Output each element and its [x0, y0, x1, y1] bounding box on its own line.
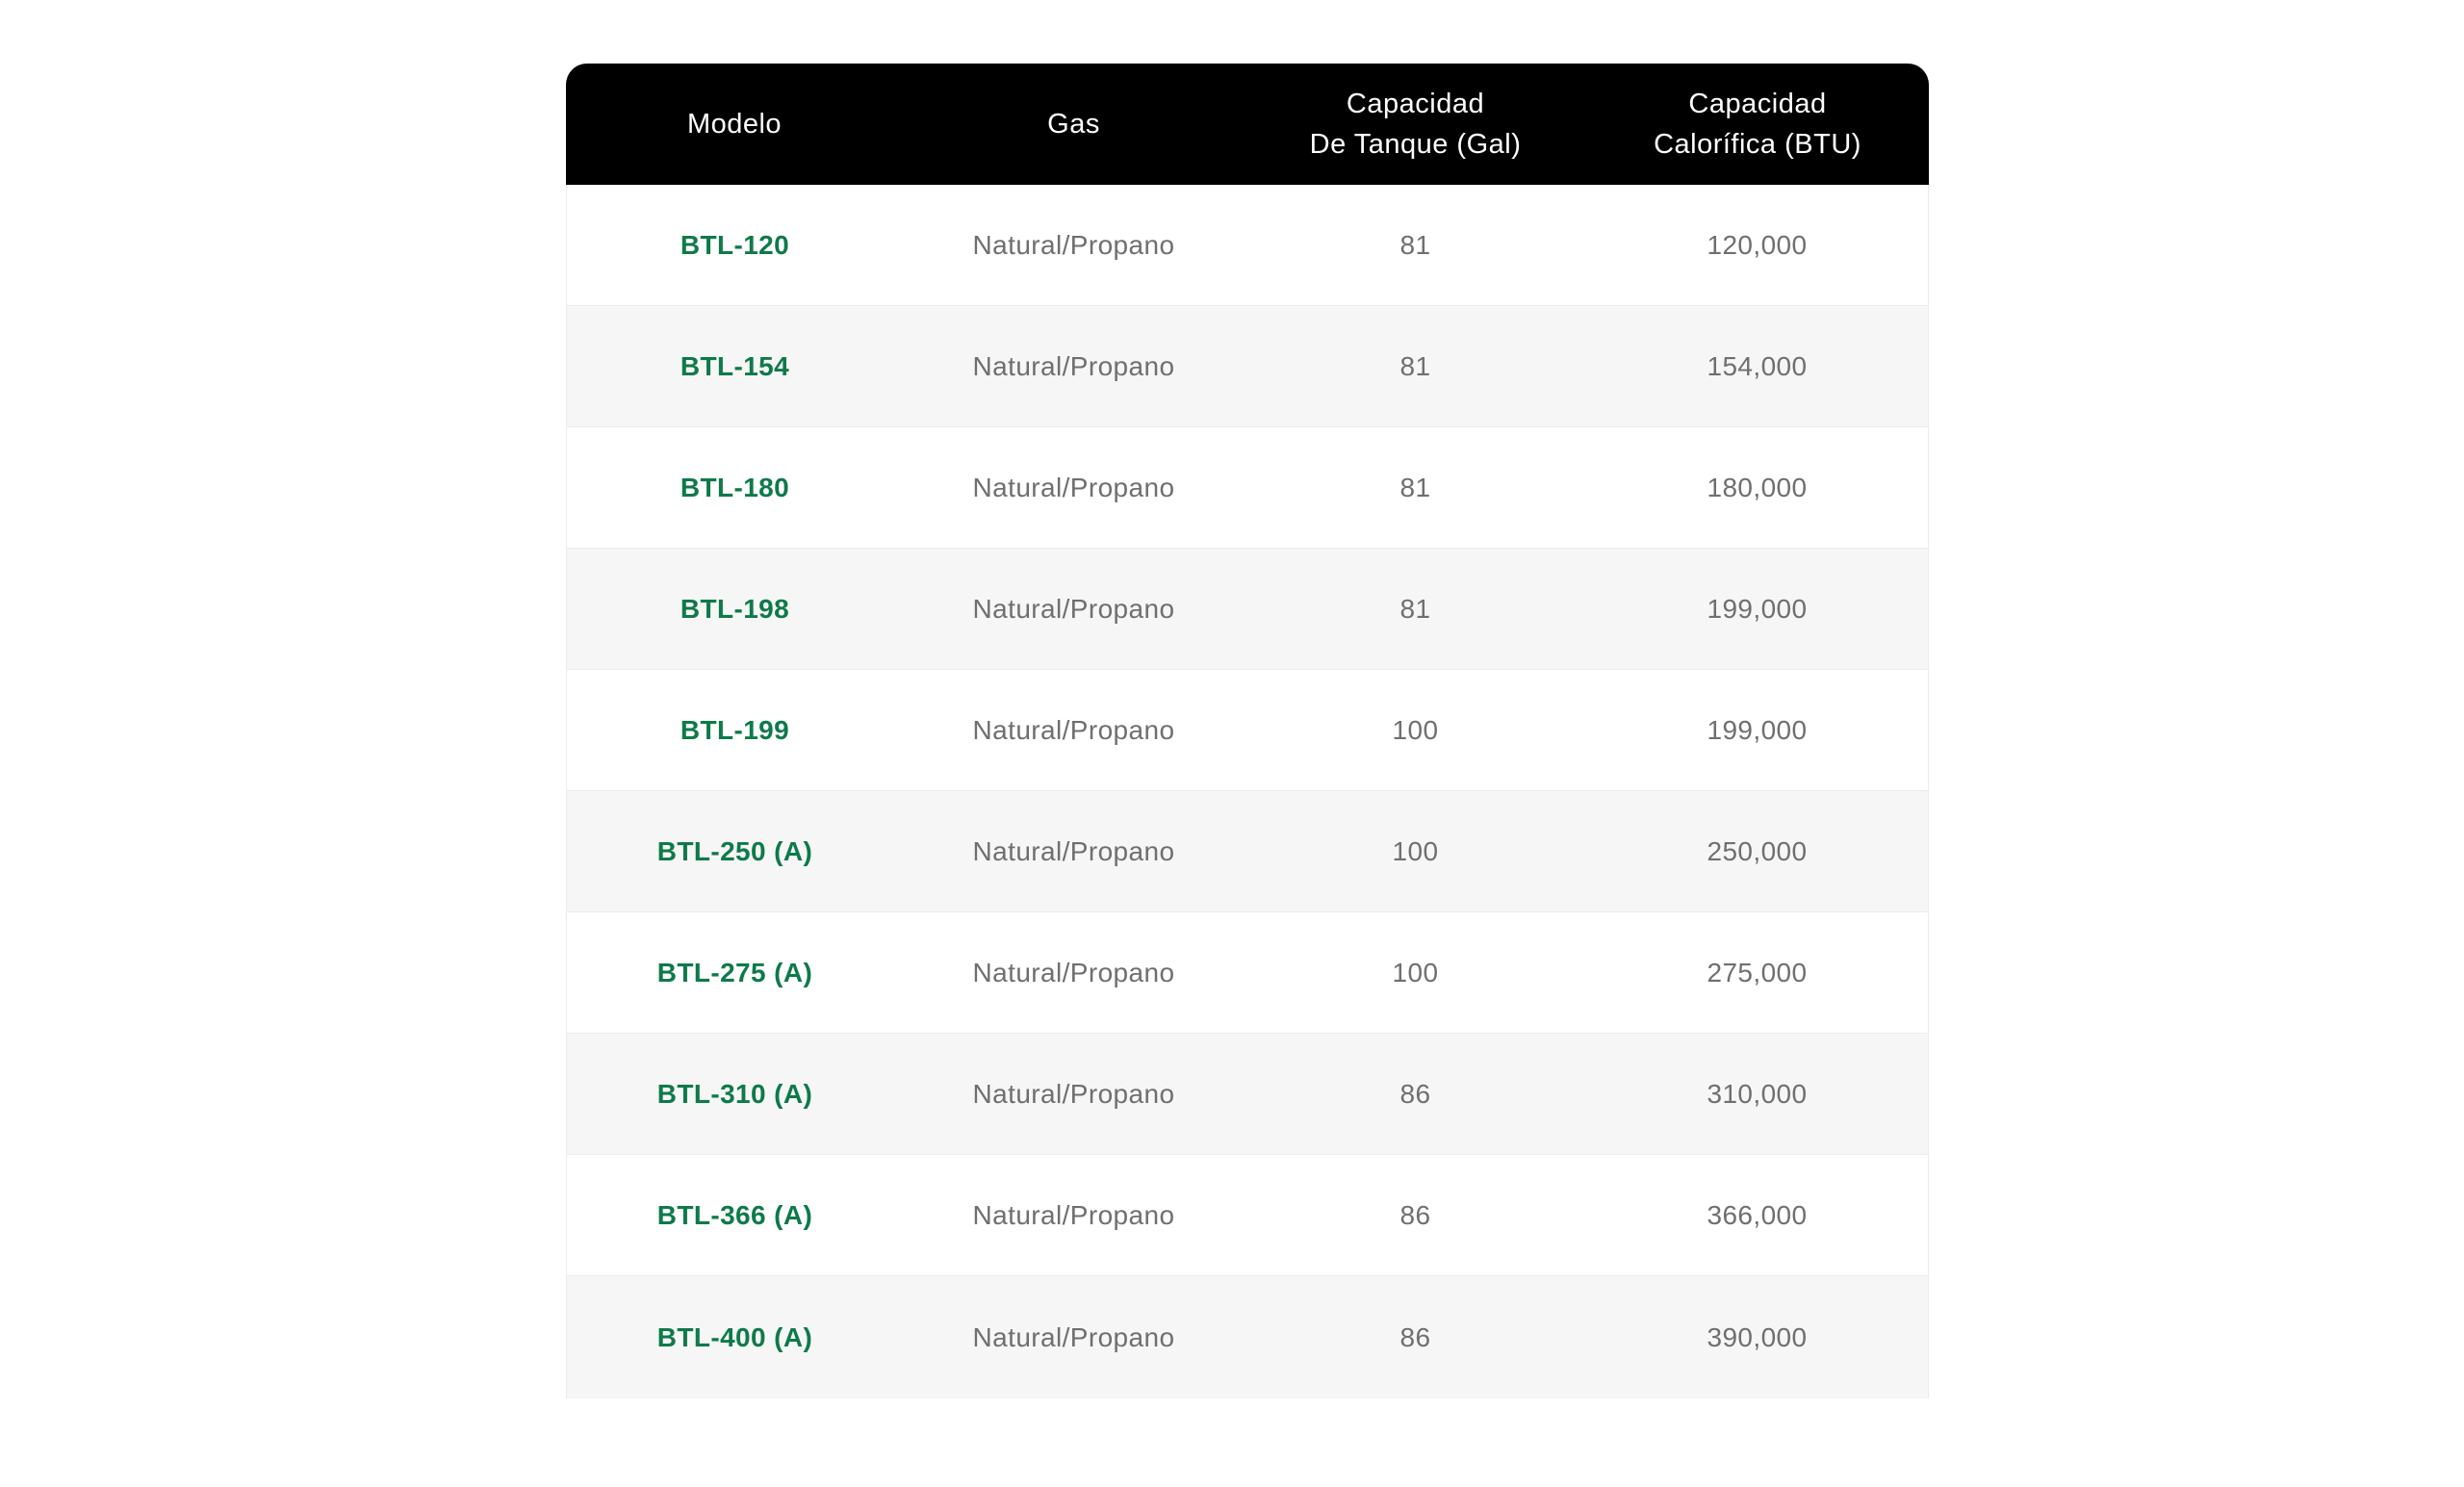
- cell-tank-capacity: 86: [1245, 1034, 1586, 1155]
- cell-tank-capacity: 81: [1245, 185, 1586, 306]
- cell-heat-capacity: 250,000: [1586, 791, 1929, 912]
- cell-tank-capacity: 100: [1245, 791, 1586, 912]
- cell-heat-capacity: 199,000: [1586, 670, 1929, 791]
- cell-model: BTL-400 (A): [566, 1276, 903, 1398]
- cell-heat-capacity: 310,000: [1586, 1034, 1929, 1155]
- table-body: [566, 185, 1929, 1398]
- table-row: [566, 670, 1929, 791]
- cell-gas: Natural/Propano: [903, 1276, 1245, 1398]
- header-tank-capacity-line1: Capacidad: [1346, 89, 1485, 119]
- table-row: [566, 1276, 1929, 1398]
- cell-model: BTL-120: [566, 185, 903, 306]
- header-row: [566, 64, 1929, 185]
- cell-tank-capacity: 86: [1245, 1276, 1586, 1398]
- header-model-label: Modelo: [686, 109, 783, 140]
- table-row: [566, 912, 1929, 1034]
- header-heat-capacity-line2: Calorífica (BTU): [1654, 129, 1861, 160]
- cell-model: BTL-154: [566, 306, 903, 427]
- cell-gas: Natural/Propano: [903, 427, 1245, 549]
- cell-tank-capacity: 81: [1245, 306, 1586, 427]
- cell-model: BTL-180: [566, 427, 903, 549]
- cell-model: BTL-310 (A): [566, 1034, 903, 1155]
- table-row: [566, 306, 1929, 427]
- header-gas: [903, 64, 1245, 185]
- header-heat-capacity-line1: Capacidad: [1688, 89, 1827, 119]
- cell-gas: Natural/Propano: [903, 549, 1245, 670]
- cell-gas: Natural/Propano: [903, 1034, 1245, 1155]
- cell-tank-capacity: 100: [1245, 912, 1586, 1034]
- header-tank-capacity: [1245, 64, 1586, 185]
- table-row: [566, 1034, 1929, 1155]
- cell-tank-capacity: 81: [1245, 427, 1586, 549]
- cell-model: BTL-366 (A): [566, 1155, 903, 1276]
- cell-gas: Natural/Propano: [903, 791, 1245, 912]
- cell-heat-capacity: 390,000: [1586, 1276, 1929, 1398]
- spec-table: [566, 64, 1929, 1398]
- header-gas-label: Gas: [1047, 109, 1100, 140]
- cell-gas: Natural/Propano: [903, 306, 1245, 427]
- cell-model: BTL-275 (A): [566, 912, 903, 1034]
- cell-heat-capacity: 154,000: [1586, 306, 1929, 427]
- table-row: [566, 549, 1929, 670]
- cell-heat-capacity: 180,000: [1586, 427, 1929, 549]
- table-row: [566, 791, 1929, 912]
- table-row: [566, 427, 1929, 549]
- cell-gas: Natural/Propano: [903, 912, 1245, 1034]
- cell-tank-capacity: 86: [1245, 1155, 1586, 1276]
- cell-heat-capacity: 275,000: [1586, 912, 1929, 1034]
- header-tank-capacity-line2: De Tanque (Gal): [1309, 129, 1522, 160]
- header-model: [566, 64, 903, 185]
- cell-model: BTL-199: [566, 670, 903, 791]
- cell-gas: Natural/Propano: [903, 185, 1245, 306]
- cell-tank-capacity: 81: [1245, 549, 1586, 670]
- cell-gas: Natural/Propano: [903, 670, 1245, 791]
- cell-gas: Natural/Propano: [903, 1155, 1245, 1276]
- cell-heat-capacity: 199,000: [1586, 549, 1929, 670]
- table-header: [566, 64, 1929, 185]
- table-row: [566, 1155, 1929, 1276]
- cell-model: BTL-250 (A): [566, 791, 903, 912]
- cell-heat-capacity: 366,000: [1586, 1155, 1929, 1276]
- header-heat-capacity: [1586, 64, 1929, 185]
- table-row: [566, 185, 1929, 306]
- cell-tank-capacity: 100: [1245, 670, 1586, 791]
- cell-model: BTL-198: [566, 549, 903, 670]
- cell-heat-capacity: 120,000: [1586, 185, 1929, 306]
